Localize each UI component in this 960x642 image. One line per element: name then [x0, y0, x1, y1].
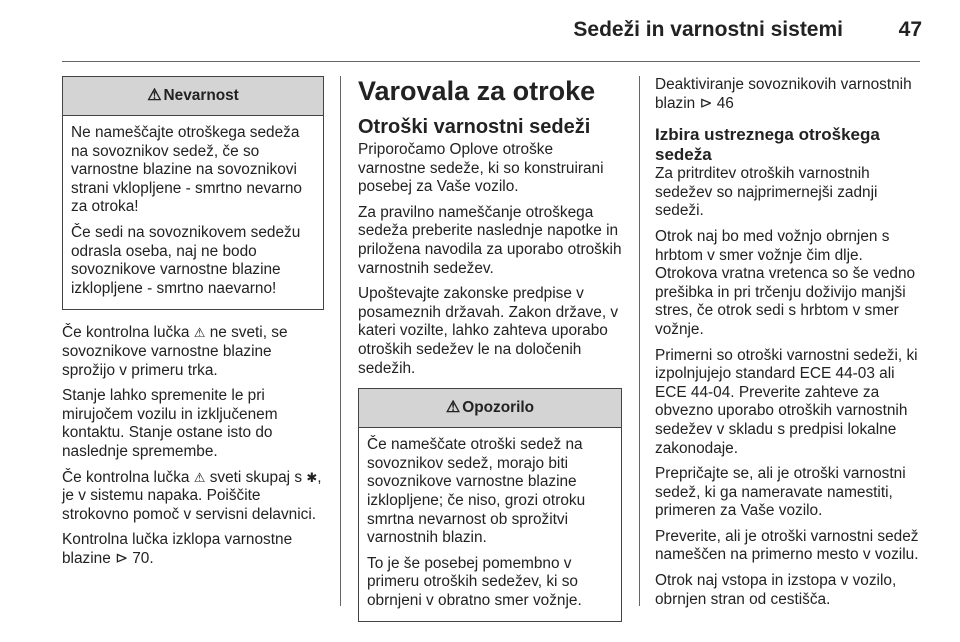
paragraph: Upoštevajte zakonske predpise v posameznih državah. Zakon države, v kateri vozilte, lahko zahteva uporabo otroških sedežev le na določenih sedežih. — [358, 285, 619, 377]
column-divider — [639, 76, 640, 606]
paragraph: Stanje lahko spremenite le pri mirujočem vozilu in izključenem kontaktu. Stanje ostane isto do naslednje spremembe. — [62, 387, 278, 460]
paragraph: Priporočamo Oplove otroške varnostne sedeže, ki so konstruirani posebej za Vaše vozilo. — [358, 141, 604, 196]
column-right — [655, 76, 923, 616]
section-title: Sedeži in varnostni sistemi — [573, 18, 843, 41]
danger-text: Če sedi na sovoznikovem sedežu odrasla oseba, naj ne bodo sovoznikove varnostne blazine izklopljene - smrtno naevarno! — [71, 223, 301, 297]
page-header — [0, 14, 960, 54]
header-divider — [62, 61, 920, 62]
danger-label: Nevarnost — [163, 87, 239, 104]
airbag-off-indicator-icon: ⚠ — [193, 469, 206, 485]
caution-text: Če nameščate otroški sedež na sovoznikov sedež, morajo biti sovoznikove varnostne blazine izklopljene; če niso, grozi otroku smrtna nevarnost ob sprožitvi varnostnih blazin. — [367, 436, 586, 547]
danger-text: Ne nameščajte otroškega sedeža na sovoznikov sedež, če so varnostne blazine na sovoznikovi strani vklopljene - smrtno nevarno za otroka! — [71, 124, 302, 216]
page-reference[interactable]: 46 — [716, 94, 734, 112]
paragraph: Če kontrolna lučka ⚠ ne sveti, se sovoznikove varnostne blazine sprožijo v primeru trka. — [62, 324, 288, 379]
column-left — [62, 76, 324, 575]
subsection-heading: Izbira ustreznega otroškega sedeža — [655, 125, 880, 165]
chapter-heading: Varovala za otroke — [358, 76, 596, 106]
column-divider — [340, 76, 341, 606]
paragraph: Preverite, ali je otroški varnostni sedež nameščen na primerno mesto v vozilu. — [655, 527, 919, 564]
airbag-indicator-icon: ✱ — [306, 469, 318, 485]
caution-text: To je še posebej pomembno v primeru otroških sedežev, ki so obrnjeni v obratno smer vožnje. — [367, 554, 582, 609]
paragraph: Za pritrditev otroških varnostnih sedežev so najprimernejši zadnji sedeži. — [655, 165, 878, 220]
danger-box-body — [63, 116, 323, 309]
paragraph: Otrok naj bo med vožnjo obrnjen s hrbtom v smer vožnje čim dlje. Otrokova vratna vretenca so še vedno prešibka in pri trčenju doživijo manjši stres, če otrok sedi s hrbtom v smer vožnje. — [655, 227, 916, 338]
paragraph: Kontrolna lučka izklopa varnostne blazine ⊳ 70. — [62, 531, 293, 567]
section-heading: Otroški varnostni sedeži — [358, 116, 591, 138]
airbag-off-indicator-icon: ⚠ — [193, 325, 206, 341]
paragraph: Za pravilno nameščanje otroškega sedeža preberite naslednje napotke in priložena navodila za uporabo otroških varnostnih sedežev. — [358, 203, 622, 277]
warning-triangle-icon: ⚠ — [445, 399, 461, 417]
danger-box-header — [63, 77, 323, 116]
page-number: 47 — [898, 18, 922, 41]
caution-label: Opozorilo — [462, 399, 535, 417]
paragraph: Če kontrolna lučka ⚠ sveti skupaj s ✱, je v sistemu napaka. Poiščite strokovno pomoč v servisni delavnici. — [62, 468, 322, 523]
paragraph: Otrok naj vstopa in izstopa v vozilo, obrnjen stran od cestišča. — [655, 572, 897, 608]
caution-box-header — [359, 389, 621, 428]
danger-box — [62, 76, 324, 310]
page-reference-arrow-icon: ⊳ — [115, 549, 128, 567]
paragraph: Deaktiviranje sovoznikovih varnostnih blazin ⊳ 46 — [655, 76, 912, 112]
paragraph: Primerni so otroški varnostni sedeži, ki izpolnjujejo standard ECE 44-03 ali ECE 44-04. Preverite zahteve za obvezno uporabo otroških varnostnih sedežev v skladu s predpisi lokalne zakonodaje. — [655, 346, 918, 457]
caution-box-body — [359, 428, 621, 621]
caution-box — [358, 388, 622, 622]
page-reference-arrow-icon: ⊳ — [699, 94, 713, 112]
paragraph: Prepričajte se, ali je otroški varnostni sedež, ki ga nameravate namestiti, primeren za Vaše vozilo. — [655, 465, 906, 520]
page-reference[interactable]: 70. — [132, 549, 154, 567]
warning-triangle-icon: ⚠ — [147, 87, 162, 104]
column-middle — [358, 76, 622, 636]
